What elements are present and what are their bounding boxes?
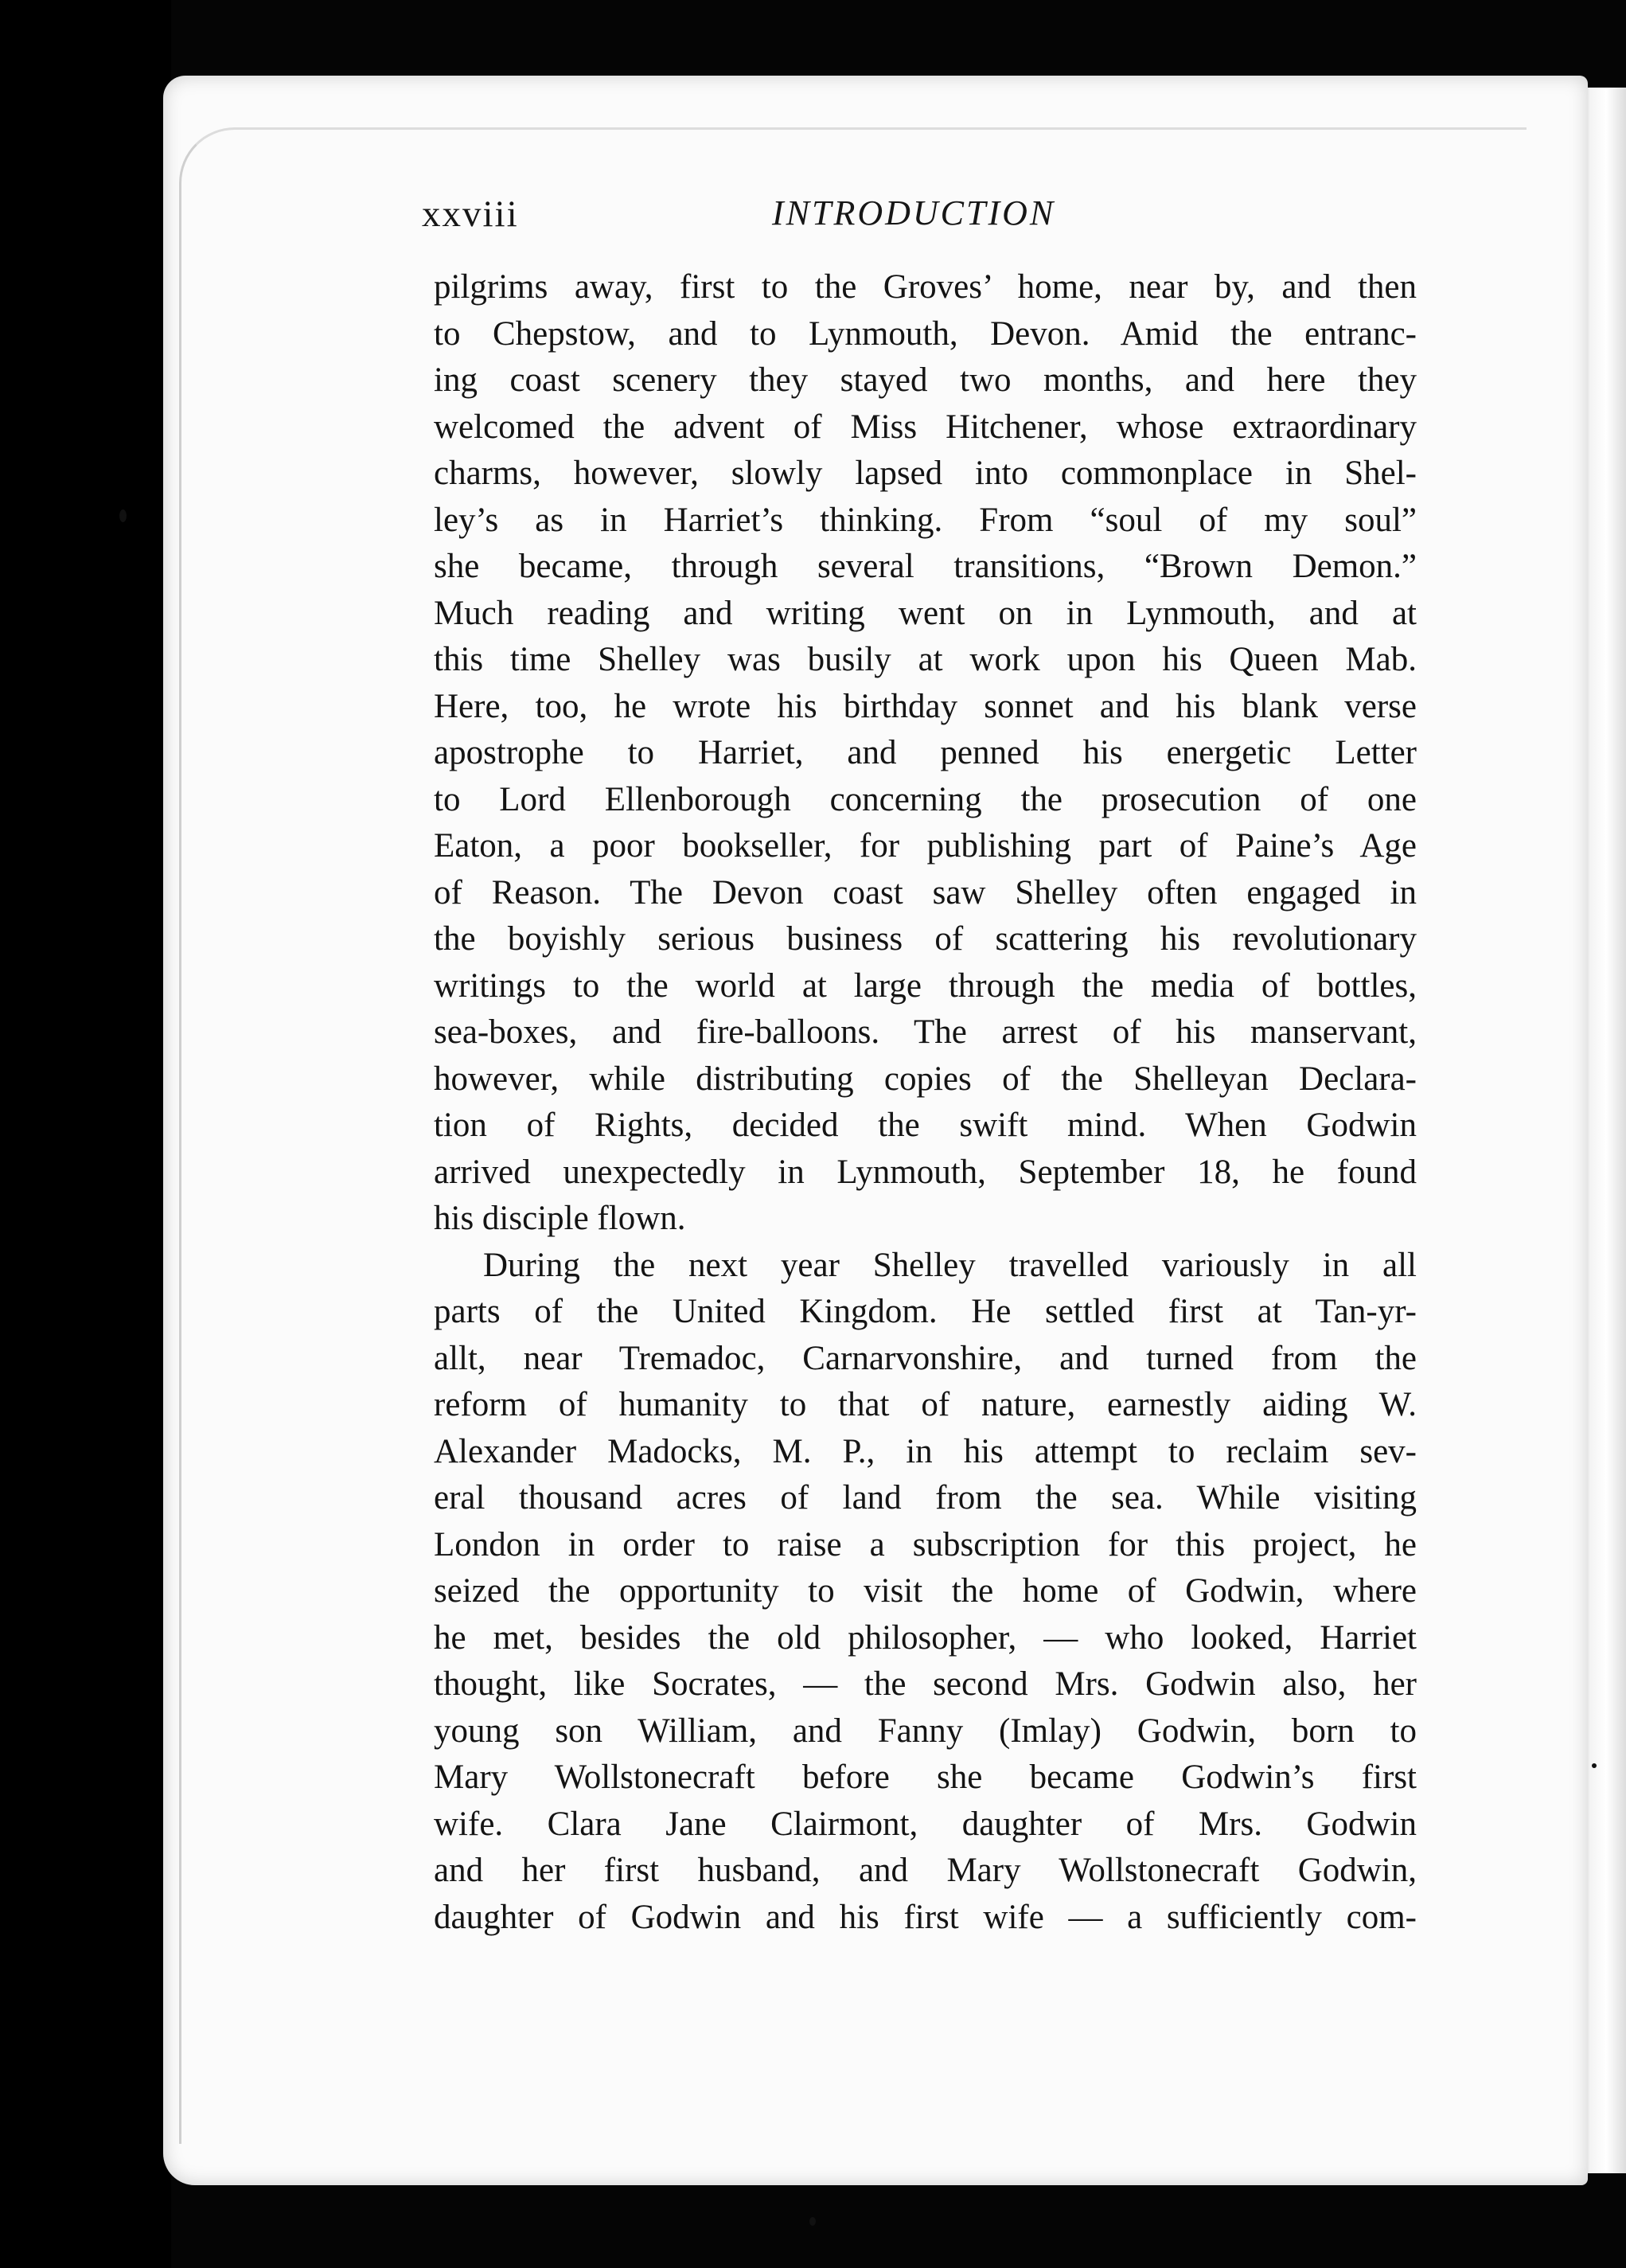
text-line: London in order to raise a subscription for this project, he — [434, 1525, 1417, 1563]
text-line: she became, through several transitions, “Brown Demon.” — [434, 548, 1417, 585]
text-line: however, while distributing copies of the Shelleyan Declara- — [434, 1060, 1417, 1098]
text-line: thought, like Socrates, — the second Mrs. Godwin also, her — [434, 1665, 1417, 1703]
text-line: Alexander Madocks, M. P., in his attempt to reclaim sev- — [434, 1432, 1417, 1470]
scan-speck — [119, 509, 127, 522]
text-line: apostrophe to Harriet, and penned his energetic Letter — [434, 734, 1417, 771]
text-line: reform of humanity to that of nature, earnestly aiding W. — [434, 1386, 1417, 1423]
running-head — [422, 193, 1449, 248]
text-line: Much reading and writing went on in Lynmouth, and at — [434, 594, 1417, 632]
text-line: Eaton, a poor bookseller, for publishing part of Paine’s Age — [434, 827, 1417, 865]
text-line: tion of Rights, decided the swift mind. When Godwin — [434, 1107, 1417, 1144]
text-line: parts of the United Kingdom. He settled first at Tan-yr- — [434, 1293, 1417, 1330]
text-line: eral thousand acres of land from the sea. While visiting — [434, 1479, 1417, 1517]
text-line: pilgrims away, first to the Groves’ home, near by, and then — [434, 268, 1417, 306]
text-line: sea-boxes, and fire-balloons. The arrest of his manservant, — [434, 1013, 1417, 1051]
text-line: seized the opportunity to visit the home of Godwin, where — [434, 1572, 1417, 1610]
page-number: xxviii — [422, 193, 519, 235]
text-line: allt, near Tremadoc, Carnarvonshire, and turned from the — [434, 1339, 1417, 1377]
text-line: charms, however, slowly lapsed into commonplace in Shel- — [434, 455, 1417, 492]
text-line: Mary Wollstonecraft before she became Godwin’s first — [434, 1759, 1417, 1796]
text-line: this time Shelley was busily at work upon his Queen Mab. — [434, 641, 1417, 678]
text-line: his disciple flown. — [434, 1200, 686, 1237]
scan-speck — [809, 2217, 816, 2226]
scan-border-left — [0, 0, 171, 2268]
text-line: ing coast scenery they stayed two months, and here they — [434, 361, 1417, 399]
text-line: wife. Clara Jane Clairmont, daughter of Mrs. Godwin — [434, 1805, 1417, 1843]
text-line: to Lord Ellenborough concerning the prosecution of one — [434, 780, 1417, 818]
text-line: to Chepstow, and to Lynmouth, Devon. Amid the entranc- — [434, 314, 1417, 353]
text-line: daughter of Godwin and his first wife — a sufficiently com- — [434, 1898, 1417, 1936]
scan-speck — [1592, 1763, 1597, 1768]
text-line: welcomed the advent of Miss Hitchener, whose extraordinary — [434, 408, 1417, 446]
running-head-title: INTRODUCTION — [772, 193, 1056, 232]
text-line: Here, too, he wrote his birthday sonnet and his blank verse — [434, 687, 1417, 725]
text-line: ley’s as in Harriet’s thinking. From “soul of my soul” — [434, 501, 1417, 539]
text-line: he met, besides the old philosopher, — who looked, Harriet — [434, 1618, 1417, 1657]
text-line: the boyishly serious business of scattering his revolutionary — [434, 920, 1417, 958]
text-line: arrived unexpectedly in Lynmouth, September 18, he found — [434, 1153, 1417, 1191]
text-line: of Reason. The Devon coast saw Shelley often engaged in — [434, 873, 1417, 911]
text-line: young son William, and Fanny (Imlay) Godwin, born to — [434, 1712, 1417, 1750]
text-line: writings to the world at large through the media of bottles, — [434, 966, 1417, 1005]
text-line: During the next year Shelley travelled variously in all — [483, 1246, 1417, 1284]
text-line: and her first husband, and Mary Wollstonecraft Godwin, — [434, 1852, 1417, 1889]
body-text — [434, 264, 1417, 1941]
